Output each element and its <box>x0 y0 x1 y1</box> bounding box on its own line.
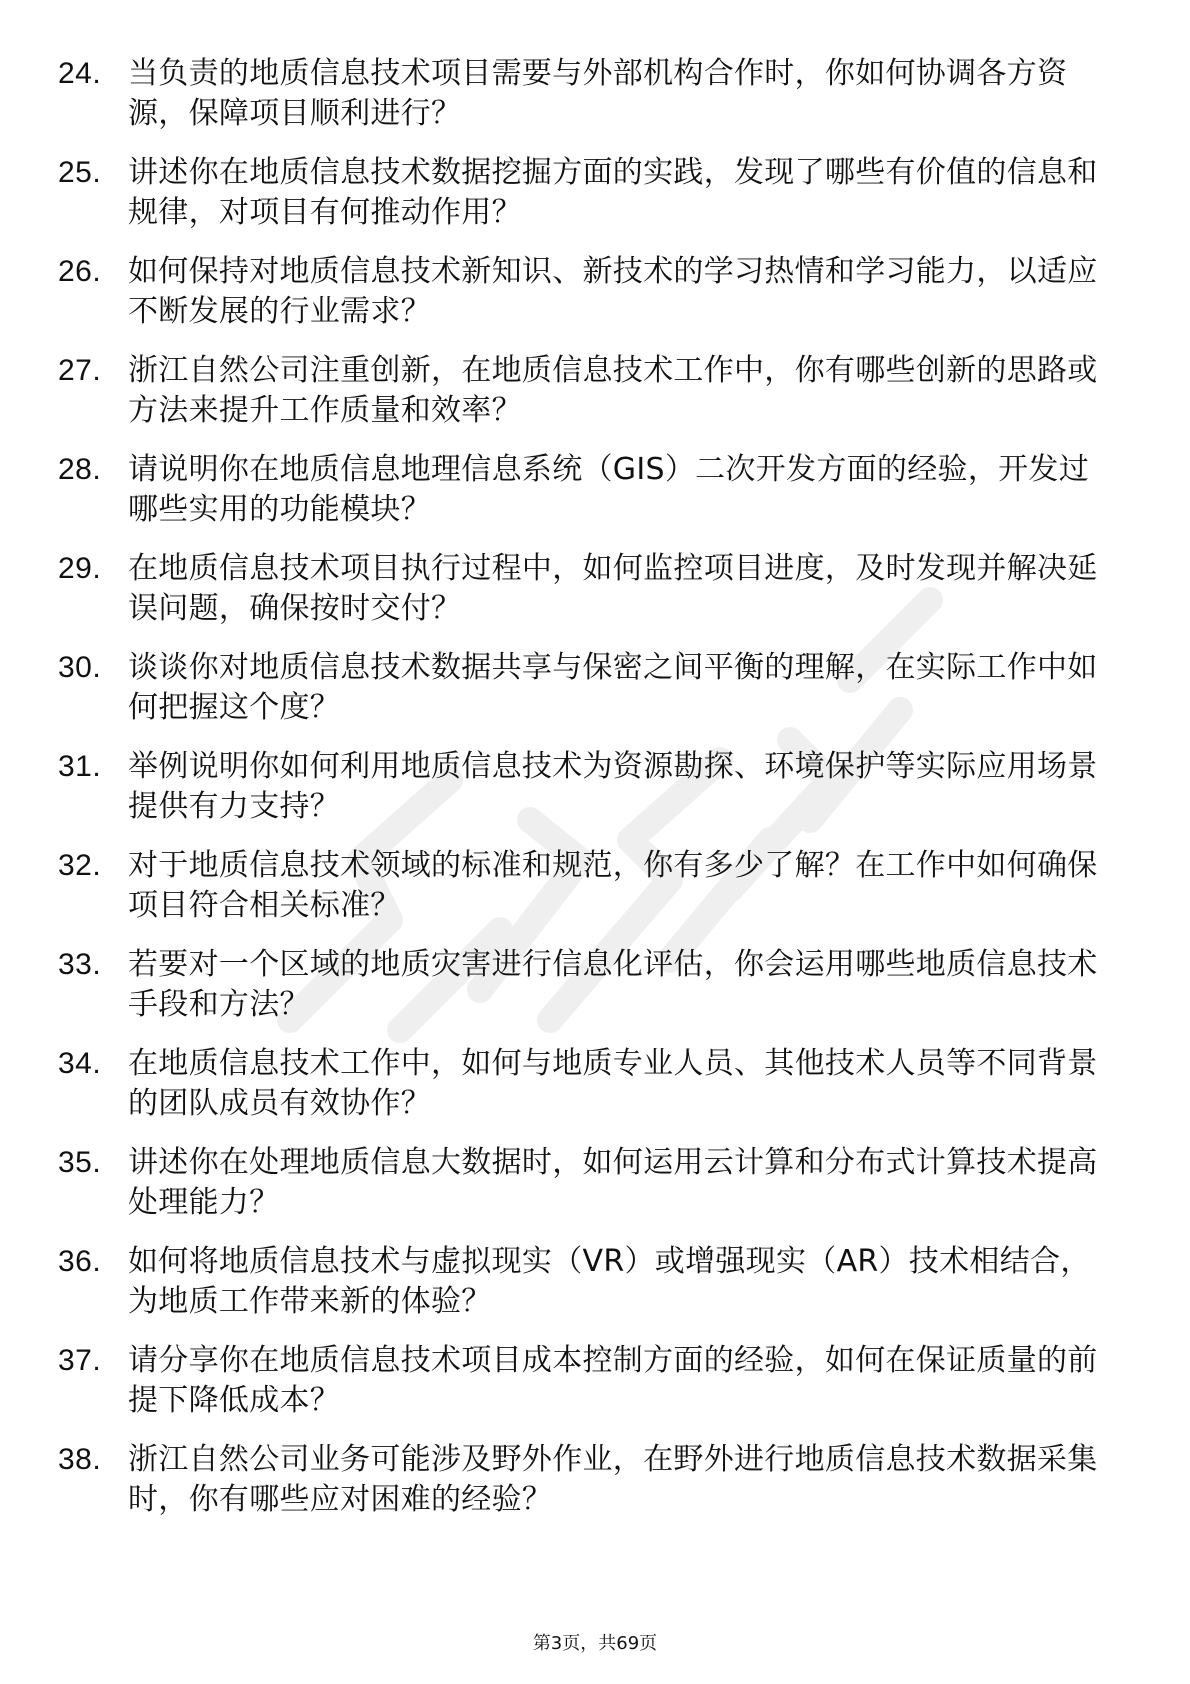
question-text: 如何保持对地质信息技术新知识、新技术的学习热情和学习能力，以适应不断发展的行业需求？ <box>128 254 1098 329</box>
question-item <box>58 1044 1108 1143</box>
question-item <box>58 1242 1108 1341</box>
question-text: 在地质信息技术项目执行过程中，如何监控项目进度，及时发现并解决延误问题，确保按时交付？ <box>128 551 1098 626</box>
question-number: 31. <box>58 750 102 783</box>
question-item <box>58 1440 1108 1539</box>
question-text: 若要对一个区域的地质灾害进行信息化评估，你会运用哪些地质信息技术手段和方法？ <box>128 947 1098 1022</box>
question-number: 30. <box>58 651 102 684</box>
question-item <box>58 153 1108 252</box>
question-item <box>58 54 1108 153</box>
question-number: 32. <box>58 849 102 882</box>
question-text: 对于地质信息技术领域的标准和规范，你有多少了解？在工作中如何确保项目符合相关标准？ <box>128 848 1098 923</box>
question-number: 24. <box>58 57 102 90</box>
question-number: 36. <box>58 1245 102 1278</box>
question-item <box>58 747 1108 846</box>
question-text: 浙江自然公司业务可能涉及野外作业，在野外进行地质信息技术数据采集时，你有哪些应对困难的经验？ <box>128 1442 1098 1517</box>
question-text: 请分享你在地质信息技术项目成本控制方面的经验，如何在保证质量的前提下降低成本？ <box>128 1343 1098 1418</box>
question-item <box>58 1143 1108 1242</box>
question-item <box>58 450 1108 549</box>
question-item <box>58 846 1108 945</box>
question-number: 25. <box>58 156 102 189</box>
question-item <box>58 648 1108 747</box>
question-item <box>58 351 1108 450</box>
question-text: 讲述你在处理地质信息大数据时，如何运用云计算和分布式计算技术提高处理能力？ <box>128 1145 1098 1220</box>
page-number-label: 第3页，共69页 <box>532 1633 658 1654</box>
question-list <box>58 54 1108 1539</box>
question-number: 27. <box>58 354 102 387</box>
question-number: 29. <box>58 552 102 585</box>
question-item <box>58 945 1108 1044</box>
question-text: 浙江自然公司注重创新，在地质信息技术工作中，你有哪些创新的思路或方法来提升工作质量和效率？ <box>128 353 1098 428</box>
question-text: 当负责的地质信息技术项目需要与外部机构合作时，你如何协调各方资源，保障项目顺利进行？ <box>128 56 1068 131</box>
question-number: 38. <box>58 1443 102 1476</box>
question-number: 35. <box>58 1146 102 1179</box>
page-footer <box>0 1632 1190 1656</box>
question-item <box>58 1341 1108 1440</box>
question-text: 请说明你在地质信息地理信息系统（GIS）二次开发方面的经验，开发过哪些实用的功能模块？ <box>128 452 1090 527</box>
question-text: 举例说明你如何利用地质信息技术为资源勘探、环境保护等实际应用场景提供有力支持？ <box>128 749 1098 824</box>
question-text: 讲述你在地质信息技术数据挖掘方面的实践，发现了哪些有价值的信息和规律，对项目有何推动作用？ <box>128 155 1098 230</box>
question-number: 28. <box>58 453 102 486</box>
question-number: 26. <box>58 255 102 288</box>
question-text: 在地质信息技术工作中，如何与地质专业人员、其他技术人员等不同背景的团队成员有效协作？ <box>128 1046 1098 1121</box>
question-text: 谈谈你对地质信息技术数据共享与保密之间平衡的理解，在实际工作中如何把握这个度？ <box>128 650 1098 725</box>
question-text: 如何将地质信息技术与虚拟现实（VR）或增强现实（AR）技术相结合，为地质工作带来新的体验？ <box>128 1244 1091 1319</box>
question-number: 33. <box>58 948 102 981</box>
question-item <box>58 549 1108 648</box>
question-item <box>58 252 1108 351</box>
question-number: 37. <box>58 1344 102 1377</box>
question-number: 34. <box>58 1047 102 1080</box>
